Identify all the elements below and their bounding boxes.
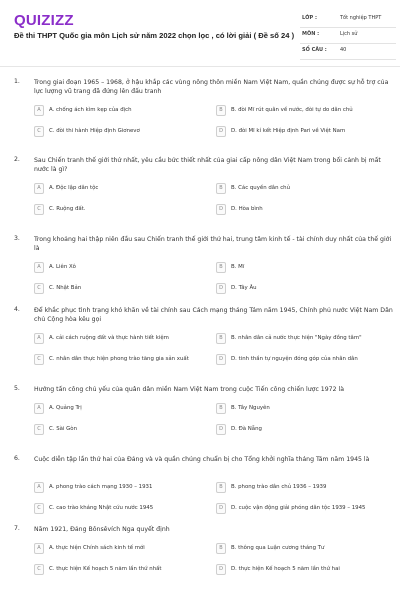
worksheet-meta	[300, 12, 396, 60]
option-letter-box: A	[34, 105, 44, 116]
meta-row-class	[300, 12, 396, 28]
question-number: 5.	[14, 385, 20, 392]
meta-label: SỐ CÂU :	[302, 47, 327, 53]
option-letter-box: B	[216, 333, 226, 344]
option-letter-box: C	[34, 503, 44, 514]
answer-option-b[interactable]	[216, 333, 392, 345]
question-text: Năm 1921, Đảng Bônsêvích Nga quyết định	[34, 526, 170, 533]
option-letter-box: D	[216, 424, 226, 435]
option-letter-box: A	[34, 183, 44, 194]
answer-option-c[interactable]	[34, 204, 210, 216]
answer-option-a[interactable]	[34, 183, 210, 195]
worksheet-title: Đề thi THPT Quốc gia môn Lịch sử năm 2022 chọn lọc , có lời giải ( Đề số 24 )	[14, 31, 295, 40]
option-text: B. Các quyền dân chủ	[231, 185, 290, 191]
question-text: Cuộc diễn tập lần thứ hai của Đảng và và quần chúng chuẩn bị cho Tổng khởi nghĩa tháng Tám năm 1945 là	[34, 456, 370, 463]
option-text: B. nhân dân cả nước thực hiện "Ngày đồng tâm"	[231, 335, 362, 341]
option-text: B. Mĩ	[231, 264, 245, 270]
option-letter-box: D	[216, 204, 226, 215]
option-text: C. Nhật Bản	[49, 285, 82, 291]
option-text: C. Ruộng đất.	[49, 206, 86, 212]
answer-option-b[interactable]	[216, 543, 392, 555]
option-letter-box: C	[34, 283, 44, 294]
option-letter-box: A	[34, 262, 44, 273]
answer-option-d[interactable]	[216, 204, 392, 216]
option-text: C. Sài Gòn	[49, 426, 78, 432]
option-letter-box: C	[34, 204, 44, 215]
option-letter-box: B	[216, 482, 226, 493]
meta-label: MÔN :	[302, 31, 320, 37]
question-text: Trong khoảng hai thập niên đầu sau Chiến tranh thế giới thứ hai, trung tâm kinh tế - tài chính duy nhất của thế giới là	[34, 236, 392, 252]
answer-option-b[interactable]	[216, 403, 392, 415]
answer-option-d[interactable]	[216, 564, 392, 576]
meta-value: Lịch sử	[340, 31, 358, 37]
option-text: D. thực hiện Kế hoạch 5 năm lần thứ hai	[231, 566, 340, 572]
option-text: D. cuộc vận động giải phóng dân tộc 1939 – 1945	[231, 505, 366, 511]
option-text: D. Hòa bình	[231, 206, 263, 212]
answer-option-d[interactable]	[216, 424, 392, 436]
option-letter-box: A	[34, 543, 44, 554]
question-number: 3.	[14, 235, 20, 242]
option-text: C. thực hiện Kế hoạch 5 năm lần thứ nhất	[49, 566, 162, 572]
answer-option-a[interactable]	[34, 482, 210, 494]
option-text: D. đòi Mĩ kí kết Hiệp định Pari về Việt Nam	[231, 128, 346, 134]
question-text: Sau Chiến tranh thế giới thứ nhất, yêu cầu bức thiết nhất của giai cấp nông dân Việt Nam trong bối cảnh bị mất nước là gì?	[34, 157, 381, 173]
answer-option-d[interactable]	[216, 283, 392, 295]
option-text: C. đòi thi hành Hiệp định Giơnevơ	[49, 128, 140, 134]
answer-option-d[interactable]	[216, 503, 392, 515]
option-text: A. phong trào cách mạng 1930 – 1931	[49, 484, 153, 490]
option-text: A. thực hiện Chính sách kinh tế mới	[49, 545, 145, 551]
option-text: D. Tây Âu	[231, 285, 257, 291]
answer-option-c[interactable]	[34, 564, 210, 576]
question-number: 6.	[14, 455, 20, 462]
question-number: 7.	[14, 525, 20, 532]
option-text: D. Đà Nẵng	[231, 426, 262, 432]
worksheet-header	[0, 0, 400, 66]
answer-option-d[interactable]	[216, 354, 392, 366]
answer-option-b[interactable]	[216, 183, 392, 195]
answer-option-a[interactable]	[34, 105, 210, 117]
option-text: A. Liên Xô	[49, 264, 76, 270]
question-number: 2.	[14, 156, 20, 163]
meta-label: LỚP :	[302, 15, 317, 21]
option-letter-box: A	[34, 403, 44, 414]
option-letter-box: C	[34, 424, 44, 435]
option-text: A. chống ách kìm kẹp của địch	[49, 107, 132, 113]
question-text: Hướng tấn công chủ yếu của quân dân miền Nam Việt Nam trong cuộc Tiến công chiến lược 1972 là	[34, 386, 345, 393]
option-text: B. thông qua Luận cương tháng Tư	[231, 545, 325, 551]
option-letter-box: D	[216, 354, 226, 365]
meta-row-subject	[300, 28, 396, 44]
option-letter-box: C	[34, 126, 44, 137]
question-number: 4.	[14, 306, 20, 313]
option-text: A. Quảng Trị	[49, 405, 82, 411]
option-letter-box: B	[216, 543, 226, 554]
answer-option-b[interactable]	[216, 262, 392, 274]
answer-option-b[interactable]	[216, 482, 392, 494]
option-text: B. Tây Nguyên	[231, 405, 270, 411]
option-text: C. cao trào kháng Nhật cứu nước 1945	[49, 505, 154, 511]
answer-option-c[interactable]	[34, 354, 210, 366]
option-text: D. tinh thần tự nguyện đóng góp của nhân dân	[231, 356, 358, 362]
option-text: B. đòi Mĩ rút quân về nước, đòi tự do dân chủ	[231, 107, 353, 113]
option-text: B. phong trào dân chủ 1936 – 1939	[231, 484, 327, 490]
answer-option-a[interactable]	[34, 262, 210, 274]
option-letter-box: C	[34, 564, 44, 575]
option-letter-box: C	[34, 354, 44, 365]
option-letter-box: D	[216, 564, 226, 575]
option-letter-box: B	[216, 183, 226, 194]
option-text: C. nhân dân thực hiện phong trào tăng gia sản xuất	[49, 356, 189, 362]
answer-option-d[interactable]	[216, 126, 392, 138]
answer-option-a[interactable]	[34, 403, 210, 415]
answer-option-a[interactable]	[34, 543, 210, 555]
meta-value: Tốt nghiệp THPT	[340, 15, 382, 21]
quizizz-logo: QUIZIZZ	[14, 12, 74, 29]
option-letter-box: B	[216, 105, 226, 116]
option-letter-box: D	[216, 283, 226, 294]
answer-option-c[interactable]	[34, 283, 210, 295]
answer-option-c[interactable]	[34, 424, 210, 436]
answer-option-c[interactable]	[34, 503, 210, 515]
option-letter-box: A	[34, 333, 44, 344]
meta-value: 40	[340, 47, 347, 53]
question-text: Để khắc phục tình trạng khó khăn về tài chính sau Cách mạng tháng Tám năm 1945, Chính phủ nước Việt Nam Dân chủ Cộng hòa kêu gọi	[34, 307, 393, 323]
meta-row-question-count	[300, 44, 396, 60]
question-number: 1.	[14, 78, 20, 85]
option-letter-box: B	[216, 403, 226, 414]
option-letter-box: A	[34, 482, 44, 493]
answer-option-b[interactable]	[216, 105, 392, 117]
option-text: A. Độc lập dân tộc	[49, 185, 99, 191]
option-letter-box: B	[216, 262, 226, 273]
option-letter-box: D	[216, 126, 226, 137]
option-text: A. cải cách ruộng đất và thực hành tiết kiệm	[49, 335, 169, 341]
answer-option-a[interactable]	[34, 333, 210, 345]
answer-option-c[interactable]	[34, 126, 210, 138]
question-text: Trong giai đoạn 1965 – 1968, ở hậu khắp các vùng nông thôn miền Nam Việt Nam, quần chúng được sự hỗ trợ của lực lượng vũ trang đã đứng lên đấu tranh	[34, 79, 389, 95]
option-letter-box: D	[216, 503, 226, 514]
header-divider	[0, 66, 400, 67]
